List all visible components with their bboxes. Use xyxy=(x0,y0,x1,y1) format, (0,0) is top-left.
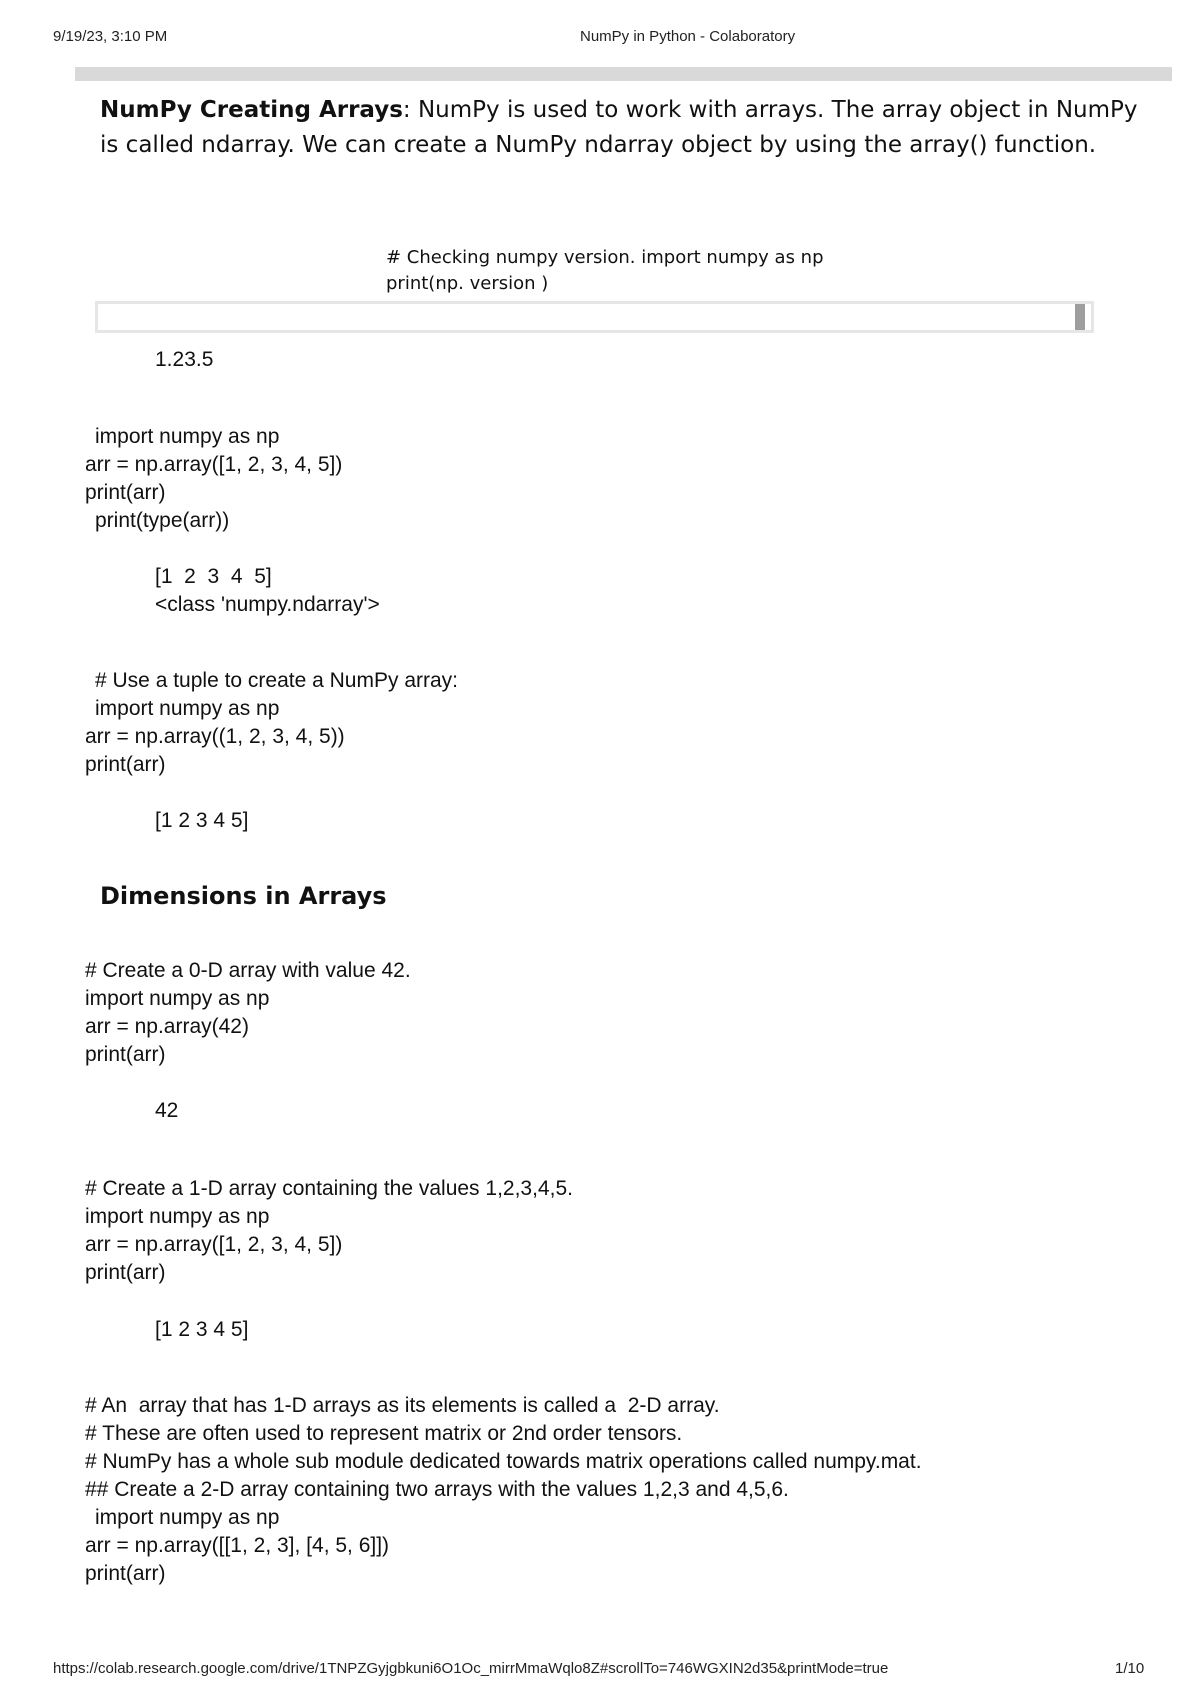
code-line: ## Create a 2-D array containing two arrays with the values 1,2,3 and 4,5,6. xyxy=(85,1478,789,1501)
page-number: 1/10 xyxy=(1115,1660,1145,1677)
output-line: <class 'numpy.ndarray'> xyxy=(155,593,380,616)
intro-body: : NumPy is used to work with arrays. The array object in NumPy is called ndarray. We can create a NumPy ndarray object by using the array() function. xyxy=(100,97,1138,158)
code-line: # Create a 1-D array containing the values 1,2,3,4,5. xyxy=(85,1177,573,1200)
code-line: arr = np.array((1, 2, 3, 4, 5)) xyxy=(85,725,345,748)
code-line: print(np. version ) xyxy=(386,273,549,294)
code-line: print(type(arr)) xyxy=(95,509,230,532)
code-cell-4[interactable] xyxy=(85,957,411,1069)
cell-1-output xyxy=(155,346,213,374)
code-line: import numpy as np xyxy=(95,1506,280,1529)
print-timestamp: 9/19/23, 3:10 PM xyxy=(53,28,168,45)
cell-3-output xyxy=(155,807,248,835)
code-line: print(arr) xyxy=(85,753,166,776)
intro-text-cell xyxy=(100,93,1150,163)
output-line: 42 xyxy=(155,1099,179,1122)
code-cell-input-box[interactable] xyxy=(95,301,1094,333)
code-cell-1[interactable] xyxy=(386,245,824,297)
cell-2-output xyxy=(155,563,380,619)
code-cell-6[interactable] xyxy=(85,1392,922,1588)
code-cell-5[interactable] xyxy=(85,1175,573,1287)
code-line: import numpy as np xyxy=(85,1205,270,1228)
notebook-top-bar xyxy=(75,67,1172,81)
intro-bold-title: NumPy Creating Arrays xyxy=(100,97,403,123)
code-line: print(arr) xyxy=(85,1261,166,1284)
code-line: print(arr) xyxy=(85,481,166,504)
code-line: # NumPy has a whole sub module dedicated towards matrix operations called numpy.mat. xyxy=(85,1450,922,1473)
code-line: arr = np.array([[1, 2, 3], [4, 5, 6]]) xyxy=(85,1534,390,1557)
code-line: import numpy as np xyxy=(95,697,280,720)
output-line: [1 2 3 4 5] xyxy=(155,1318,249,1341)
code-line: print(arr) xyxy=(85,1043,166,1066)
code-line: print(arr) xyxy=(85,1562,166,1585)
code-line: import numpy as np xyxy=(85,987,270,1010)
cell-4-output xyxy=(155,1097,178,1125)
code-line: import numpy as np xyxy=(95,425,280,448)
code-line: # Create a 0-D array with value 42. xyxy=(85,959,411,982)
output-line: [1 2 3 4 5] xyxy=(155,565,272,588)
print-page-title: NumPy in Python - Colaboratory xyxy=(580,28,796,45)
code-line: # Use a tuple to create a NumPy array: xyxy=(95,669,458,692)
scrollbar-thumb[interactable] xyxy=(1075,304,1085,330)
code-line: # These are often used to represent matrix or 2nd order tensors. xyxy=(85,1422,683,1445)
code-line: arr = np.array([1, 2, 3, 4, 5]) xyxy=(85,1233,343,1256)
code-line: # An array that has 1-D arrays as its elements is called a 2-D array. xyxy=(85,1394,720,1417)
code-line: # Checking numpy version. import numpy as np xyxy=(386,247,824,268)
cell-5-output xyxy=(155,1316,248,1344)
output-line: [1 2 3 4 5] xyxy=(155,809,249,832)
code-line: arr = np.array(42) xyxy=(85,1015,249,1038)
output-line: 1.23.5 xyxy=(155,348,214,371)
section-heading: Dimensions in Arrays xyxy=(100,882,387,910)
code-cell-2[interactable] xyxy=(85,423,342,535)
print-url[interactable]: https://colab.research.google.com/drive/1TNPZGyjgbkuni6O1Oc_mirrMmaWqlo8Z#scrollTo=746WGXIN2d35&printMode=true xyxy=(53,1660,889,1677)
code-line: arr = np.array([1, 2, 3, 4, 5]) xyxy=(85,453,343,476)
code-cell-3[interactable] xyxy=(85,667,458,779)
